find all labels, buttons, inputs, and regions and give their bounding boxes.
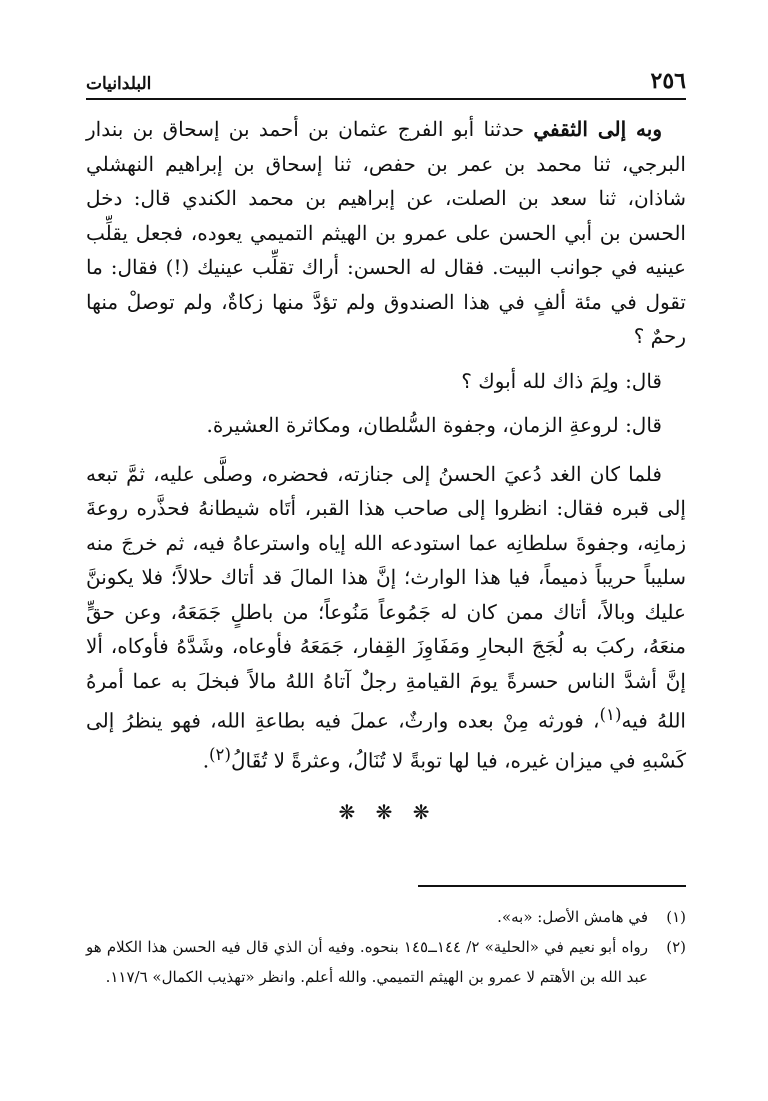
paragraph-sermon	[86, 457, 686, 779]
section-separator: ❋ ❋ ❋	[338, 800, 430, 824]
footnote-text: رواه أبو نعيم في «الحلية» ٢/ ١٤٤ــ١٤٥ بنحوه. وفيه أن الذي قال فيه الحسن هذا الكلام هو عبد الله بن الأهتم لا عمرو بن الهيثم التميمي. والله أعلم. وانظر «تهذيب الكمال» ١١٧/٦.	[86, 938, 648, 986]
paragraph-answer: قال: لروعةِ الزمان، وجفوة السُّلطان، ومكاثرة العشيرة.	[206, 413, 662, 437]
paragraph-isnad	[86, 112, 686, 354]
footnote-ref-2[interactable]: (٢)	[209, 745, 231, 765]
footnote-ref-1[interactable]: (١)	[599, 705, 622, 724]
paragraph-text: فلما كان الغد دُعيَ الحسنُ إلى جنازته، فحضره، وصلَّى عليه، ثمَّ تبعه إلى قبره فقال: انظروا إلى صاحب هذا القبر، أتَاه شيطانهُ فحذَّره روعةَ زمانِه، وجفوةَ سلطانِه عما استودعه الله إياه واسترعاهُ فيه، ثم خرجَ منه سليباً حريباً ذميماً، فيا هذا الوارث؛ إنَّ هذا المالَ قد أتاك حلالاً؛ فلا يكوننَّ عليك وبالاً، أتاك ممن كان له جَمُوعاً مَنُوعاً؛ من باطلٍ جَمَعَهُ، وعن حقٍّ منعَهُ، ركبَ به لُجَجَ البحارِ ومَفَاوِزَ القِفار، جَمَعَهُ فأوعاه، وشَدَّهُ فأوكاه، ألا إنَّ أشدَّ الناس حسرةً يومَ القيامةِ رجلٌ آتاهُ اللهُ مالاً فبخلَ به عما أمرهُ اللهُ فيه	[86, 461, 686, 733]
paragraph-text: حدثنا أبو الفرج عثمان بن أحمد بن إسحاق بن بندار البرجي، ثنا محمد بن عمر بن حفص، ثنا إسحاق بن إبراهيم النهشلي شاذان، ثنا سعد بن الصلت، عن إبراهيم بن محمد الكندي قال: دخل الحسن بن أبي الحسن على عمرو بن الهيثم التميمي يعوده، فجعل يقلِّب عينيه في جوانب البيت. فقال له الحسن: أراك تقلِّب عينيك (!) فقال: ما تقول في مئة ألفٍ في هذا الصندوق ولم تؤدَّ منها زكاةٌ، ولم توصلْ منها رحمٌ ؟	[86, 117, 686, 348]
footnote-item	[86, 932, 686, 992]
paragraph-end: .	[202, 748, 210, 773]
running-title: البلدانيات	[86, 74, 152, 94]
footnotes	[86, 902, 686, 992]
footnote-divider	[418, 885, 686, 887]
paragraph-question: قال: ولِمَ ذاك لله أبوك ؟	[461, 368, 662, 393]
main-text	[86, 112, 686, 778]
footnote-item	[86, 902, 686, 932]
footnote-number: (١)	[666, 908, 686, 926]
footnote-number: (٢)	[666, 938, 686, 956]
page-header	[86, 64, 686, 100]
paragraph-text: ، فورثه مِنْ بعده وارثٌ، عملَ فيه بطاعةِ الله، فهو ينظرُ إلى كَسْبهِ في ميزان غيره، فيا لها توبةً لا تُنَالُ، وعثرةً لا تُقَالُ	[86, 708, 686, 773]
footnote-text: في هامش الأصل: «به».	[497, 908, 648, 926]
page-number: ٢٥٦	[650, 68, 686, 94]
paragraph-lead: وبه إلى الثقفي	[533, 117, 662, 141]
